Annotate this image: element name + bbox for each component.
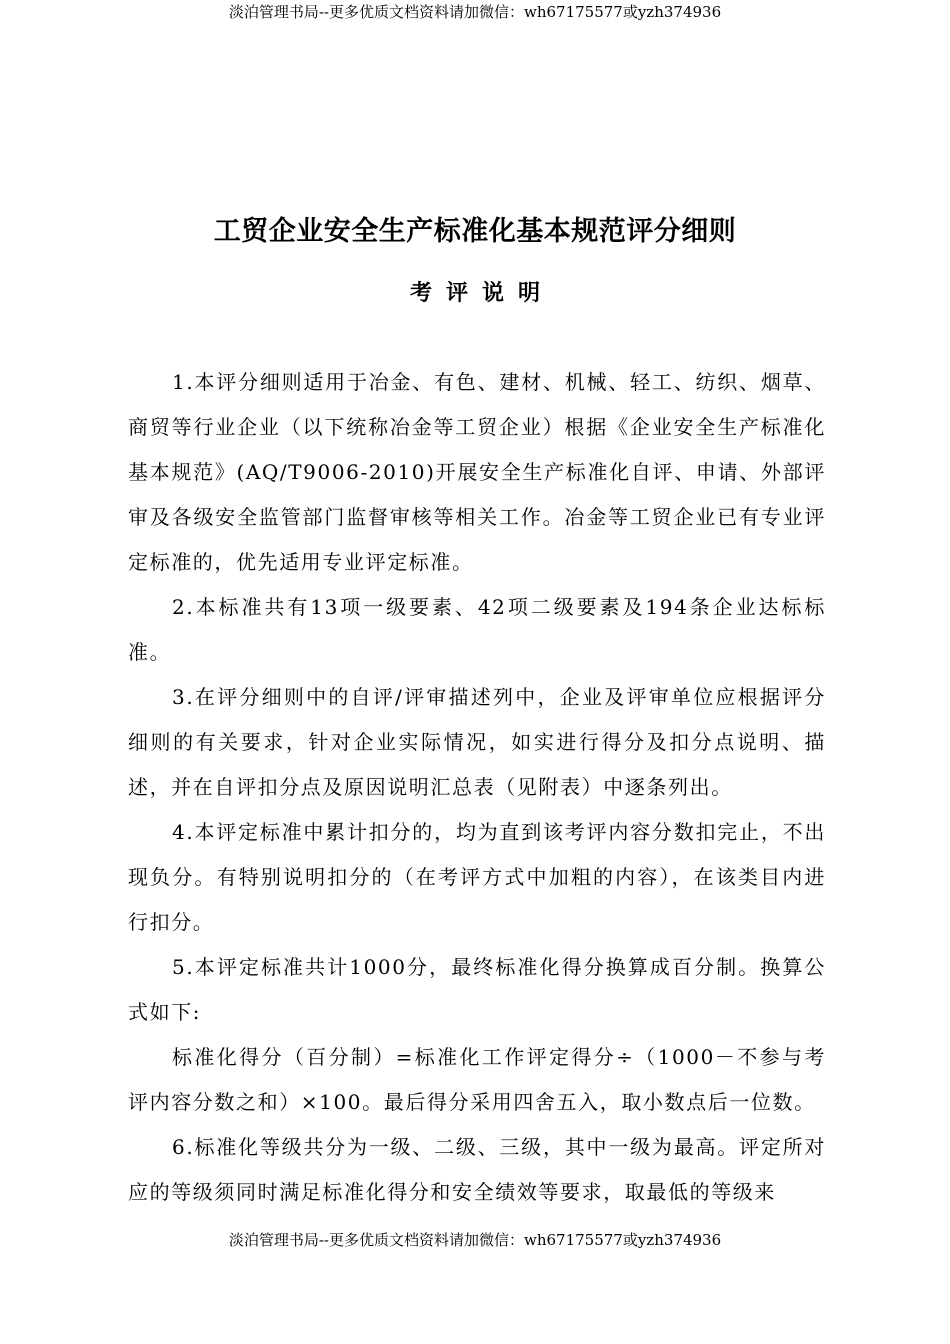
page-header: 淡泊管理书局--更多优质文档资料请加微信：wh67175577或yzh374936 [228, 3, 722, 21]
paragraph-2: 2.本标准共有13项一级要素、42项二级要素及194条企业达标标准。 [128, 595, 826, 664]
document-body [128, 360, 826, 1215]
paragraph-1: 1.本评分细则适用于冶金、有色、建材、机械、轻工、纺织、烟草、商贸等行业企业（以下统称冶金等工贸企业）根据《企业安全生产标准化基本规范》(AQ/T9006-2010)开展安全生产标准化自评、申请、外部评审及各级安全监管部门监督审核等相关工作。冶金等工贸企业已有专业评定标准的，优先适用专业评定标准。 [128, 370, 826, 574]
document-title: 工贸企业安全生产标准化基本规范评分细则 [213, 216, 737, 247]
paragraph-6: 6.标准化等级共分为一级、二级、三级，其中一级为最高。评定所对应的等级须同时满足标准化得分和安全绩效等要求，取最低的等级来 [128, 1135, 826, 1204]
paragraph-3: 3.在评分细则中的自评/评审描述列中，企业及评审单位应根据评分细则的有关要求，针对企业实际情况，如实进行得分及扣分点说明、描述，并在自评扣分点及原因说明汇总表（见附表）中逐条列出。 [128, 685, 826, 799]
page-footer: 淡泊管理书局--更多优质文档资料请加微信：wh67175577或yzh374936 [228, 1231, 722, 1249]
document-subtitle: 考评说明 [409, 281, 554, 306]
paragraph-formula: 标准化得分（百分制）=标准化工作评定得分÷（1000－不参与考评内容分数之和）×100。最后得分采用四舍五入，取小数点后一位数。 [128, 1045, 826, 1114]
paragraph-4: 4.本评定标准中累计扣分的，均为直到该考评内容分数扣完止，不出现负分。有特别说明扣分的（在考评方式中加粗的内容），在该类目内进行扣分。 [128, 820, 826, 934]
paragraph-5: 5.本评定标准共计1000分，最终标准化得分换算成百分制。换算公式如下: [128, 955, 826, 1024]
